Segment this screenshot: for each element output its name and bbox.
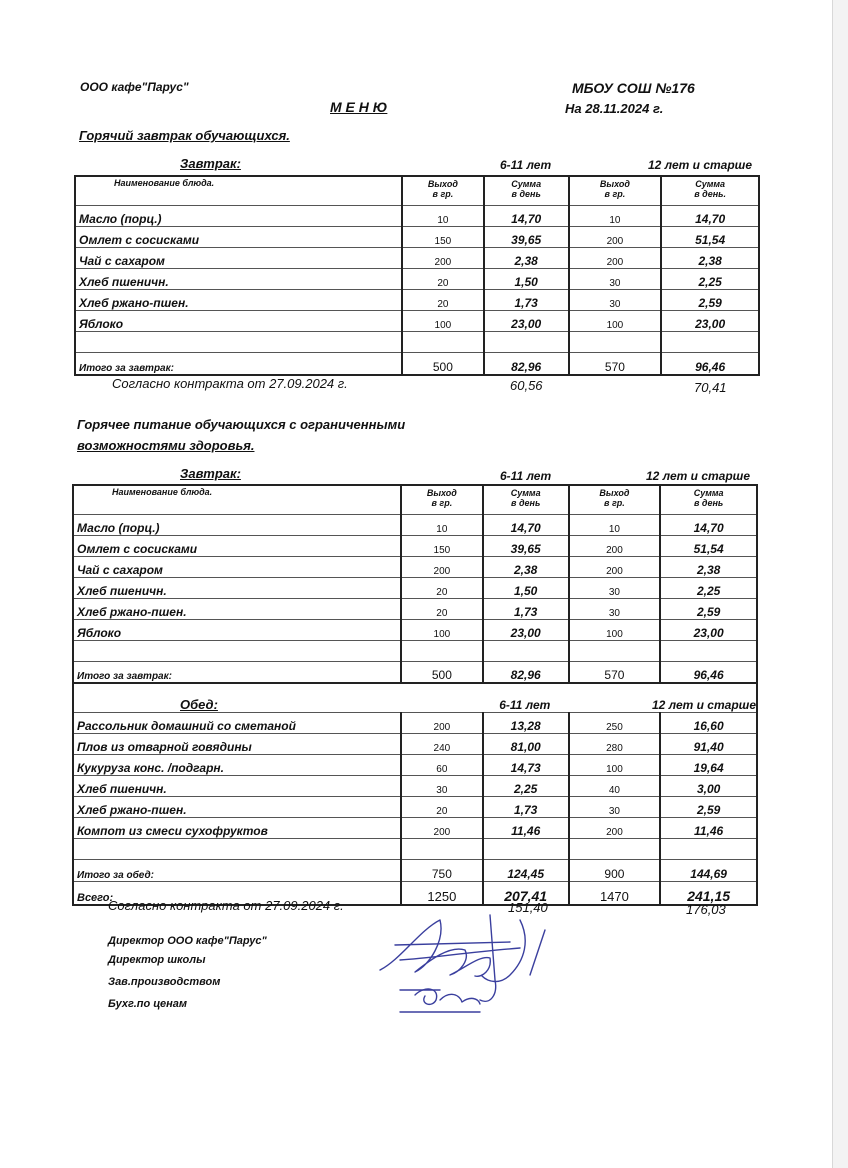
col-out2-header (569, 176, 662, 206)
table-row (73, 797, 757, 818)
empty-row (75, 332, 759, 353)
lunch-total-portion-12-plus: 900 (569, 860, 661, 882)
dish-name: Яблоко (73, 620, 401, 641)
dish-name: Хлеб ржано-пшен. (73, 599, 401, 620)
lunch-label: Обед: (180, 697, 218, 712)
dish-name: Рассольник домашний со сметаной (73, 713, 401, 734)
dish-name: Кукуруза конс. /подгарн. (73, 755, 401, 776)
table-row (75, 248, 759, 269)
dish-name: Плов из отварной говядины (73, 734, 401, 755)
section2-title-line1: Горячее питание обучающихся с ограниченными (77, 417, 406, 432)
lunch-total-sum-12-plus: 144,69 (660, 860, 757, 882)
portion-6-11: 150 (401, 536, 483, 557)
sum-12-plus: 23,00 (661, 311, 759, 332)
section1-age-group-1: 6-11 лет (500, 158, 552, 172)
portion-12-plus: 200 (569, 557, 661, 578)
signature-accountant: Бухг.по ценам (108, 998, 187, 1010)
portion-6-11: 200 (402, 248, 484, 269)
lunch-subheader-row (73, 683, 757, 713)
dish-name: Чай с сахаром (75, 248, 402, 269)
dish-name: Хлеб пшеничн. (75, 269, 402, 290)
signature-stroke-director (380, 920, 490, 976)
col-out2-header (569, 485, 661, 515)
col-out1-label: Выход в гр. (427, 179, 458, 199)
total-label: Итого за завтрак: (73, 662, 401, 684)
table-row (73, 776, 757, 797)
section2-breakfast-label: Завтрак: (180, 466, 241, 481)
portion-6-11: 60 (401, 755, 483, 776)
signature-stroke-school-3 (530, 930, 545, 975)
portion-6-11: 20 (401, 599, 483, 620)
total-portion-6-11: 500 (402, 353, 484, 375)
signature-director-cafe: Директор ООО кафе"Парус" (108, 935, 267, 947)
portion-12-plus: 30 (569, 578, 661, 599)
signature-stroke-production (415, 989, 480, 1004)
dish-name: Хлеб пшеничн. (73, 776, 401, 797)
sum-12-plus: 91,40 (660, 734, 757, 755)
dish-name: Омлет с сосисками (73, 536, 401, 557)
portion-6-11: 100 (401, 620, 483, 641)
sum-12-plus: 2,59 (661, 290, 759, 311)
portion-6-11: 10 (401, 515, 483, 536)
portion-12-plus: 30 (569, 797, 661, 818)
grand-total-label: Всего: (73, 882, 401, 906)
section2-age-group-1: 6-11 лет (500, 469, 552, 483)
dish-name: Хлеб пшеничн. (73, 578, 401, 599)
sum-12-plus: 2,59 (660, 599, 757, 620)
col-name-header: Наименование блюда. (75, 176, 402, 206)
sum-6-11: 13,28 (483, 713, 569, 734)
portion-12-plus: 30 (569, 290, 662, 311)
section2-age-group-2: 12 лет и старше (646, 469, 751, 483)
portion-12-plus: 40 (569, 776, 661, 797)
portion-12-plus: 200 (569, 227, 662, 248)
portion-6-11: 200 (401, 557, 483, 578)
portion-6-11: 240 (401, 734, 483, 755)
signature-director-school: Директор школы (108, 954, 206, 966)
grand-total-sum-12-plus: 241,15 (660, 882, 757, 906)
section2-title-line2: возможностями здоровья. (77, 438, 255, 453)
col-out2-label: Выход в гр. (599, 488, 630, 508)
total-row (73, 662, 757, 684)
menu-title: М Е Н Ю (330, 99, 388, 115)
col-out1-label: Выход в гр. (426, 488, 457, 508)
grand-total-portion-12-plus: 1470 (569, 882, 661, 906)
lunch-age-group-1-cell (401, 683, 569, 713)
handwritten-signatures (370, 900, 560, 1025)
portion-12-plus: 30 (569, 269, 662, 290)
sum-12-plus: 14,70 (660, 515, 757, 536)
dish-name: Компот из смеси сухофруктов (73, 818, 401, 839)
company-name: ООО кафе"Парус" (80, 80, 189, 94)
portion-12-plus: 280 (569, 734, 661, 755)
col-out1-header (402, 176, 484, 206)
section2-contract-value-12-plus: 176,03 (686, 902, 726, 917)
portion-6-11: 20 (402, 290, 484, 311)
dish-name: Масло (порц.) (75, 206, 402, 227)
total-portion-6-11: 500 (401, 662, 483, 684)
table-row (73, 734, 757, 755)
sum-12-plus: 11,46 (660, 818, 757, 839)
total-portion-12-plus: 570 (569, 662, 661, 684)
dish-name: Омлет с сосисками (75, 227, 402, 248)
section2-meals-table (72, 484, 758, 906)
sum-6-11: 14,70 (484, 206, 569, 227)
school-name: МБОУ СОШ №176 (572, 80, 695, 96)
lunch-age-group-2: 12 лет и старше (651, 698, 756, 712)
sum-6-11: 81,00 (483, 734, 569, 755)
lunch-label-cell (73, 683, 401, 713)
empty-row (73, 839, 757, 860)
table-header-row (75, 176, 759, 206)
section1-contract-label: Согласно контракта от 27.09.2024 г. (112, 376, 348, 391)
portion-12-plus: 10 (569, 515, 661, 536)
table-row (75, 206, 759, 227)
sum-6-11: 2,38 (483, 557, 569, 578)
table-row (73, 536, 757, 557)
table-header-row (73, 485, 757, 515)
portion-12-plus: 100 (569, 620, 661, 641)
portion-12-plus: 100 (569, 311, 662, 332)
lunch-total-portion-6-11: 750 (401, 860, 483, 882)
signature-underline-2 (400, 948, 520, 960)
table-row (75, 227, 759, 248)
col-name-header: Наименование блюда. (73, 485, 401, 515)
sum-12-plus: 2,59 (660, 797, 757, 818)
portion-6-11: 20 (402, 269, 484, 290)
portion-12-plus: 200 (569, 818, 661, 839)
table-row (73, 578, 757, 599)
sum-6-11: 1,73 (483, 599, 569, 620)
section1-contract-value-12-plus: 70,41 (694, 380, 727, 395)
sum-12-plus: 51,54 (661, 227, 759, 248)
portion-6-11: 200 (401, 818, 483, 839)
col-sum1-header (483, 485, 569, 515)
signature-production: Зав.производством (108, 976, 221, 988)
sum-12-plus: 14,70 (661, 206, 759, 227)
table-row (73, 515, 757, 536)
portion-12-plus: 200 (569, 248, 662, 269)
total-sum-12-plus: 96,46 (661, 353, 759, 375)
sum-12-plus: 2,38 (660, 557, 757, 578)
table-row (75, 269, 759, 290)
sum-6-11: 23,00 (483, 620, 569, 641)
section2-contract-label: Согласно контракта от 27.09.2024 г. (108, 898, 344, 913)
sum-12-plus: 19,64 (660, 755, 757, 776)
portion-6-11: 100 (402, 311, 484, 332)
sum-12-plus: 3,00 (660, 776, 757, 797)
total-label: Итого за завтрак: (75, 353, 402, 375)
table-row (75, 290, 759, 311)
sum-6-11: 1,73 (483, 797, 569, 818)
table-row (73, 620, 757, 641)
section1-title: Горячий завтрак обучающихся. (79, 128, 290, 143)
sum-6-11: 11,46 (483, 818, 569, 839)
section1-contract-value-6-11: 60,56 (510, 378, 543, 393)
sum-6-11: 14,73 (483, 755, 569, 776)
sum-12-plus: 2,25 (660, 578, 757, 599)
dish-name: Чай с сахаром (73, 557, 401, 578)
section2-contract-value-6-11: 151,40 (508, 900, 548, 915)
total-row (75, 353, 759, 375)
col-out1-header (401, 485, 483, 515)
total-row (73, 860, 757, 882)
portion-12-plus: 10 (569, 206, 662, 227)
col-out2-label: Выход в гр. (599, 179, 630, 199)
sum-6-11: 23,00 (484, 311, 569, 332)
sum-6-11: 2,25 (483, 776, 569, 797)
empty-row (73, 641, 757, 662)
section1-meal-label: Завтрак: (180, 156, 241, 171)
table-row (73, 818, 757, 839)
col-sum2-header (660, 485, 757, 515)
grand-total-sum-6-11: 207,41 (483, 882, 569, 906)
sum-12-plus: 16,60 (660, 713, 757, 734)
col-sum2-label: Сумма в день (693, 488, 724, 508)
table-row (75, 311, 759, 332)
total-sum-6-11: 82,96 (484, 353, 569, 375)
dish-name: Масло (порц.) (73, 515, 401, 536)
sum-6-11: 1,50 (484, 269, 569, 290)
sum-12-plus: 23,00 (660, 620, 757, 641)
total-sum-6-11: 82,96 (483, 662, 569, 684)
table-row (73, 713, 757, 734)
portion-6-11: 10 (402, 206, 484, 227)
sum-6-11: 39,65 (483, 536, 569, 557)
portion-6-11: 30 (401, 776, 483, 797)
portion-12-plus: 200 (569, 536, 661, 557)
sum-6-11: 14,70 (483, 515, 569, 536)
menu-date: На 28.11.2024 г. (565, 101, 664, 116)
portion-6-11: 20 (401, 797, 483, 818)
lunch-age-group-2-cell (569, 683, 757, 713)
sum-6-11: 2,38 (484, 248, 569, 269)
lunch-total-sum-6-11: 124,45 (483, 860, 569, 882)
sum-6-11: 39,65 (484, 227, 569, 248)
col-sum2-header (661, 176, 759, 206)
col-sum2-label: Сумма в день. (694, 179, 727, 199)
total-sum-12-plus: 96,46 (660, 662, 757, 684)
portion-12-plus: 100 (569, 755, 661, 776)
table-row (73, 755, 757, 776)
grand-total-portion-6-11: 1250 (401, 882, 483, 906)
portion-6-11: 200 (401, 713, 483, 734)
portion-6-11: 20 (401, 578, 483, 599)
section1-age-group-2: 12 лет и старше (648, 158, 753, 172)
dish-name: Хлеб ржано-пшен. (73, 797, 401, 818)
sum-6-11: 1,73 (484, 290, 569, 311)
sum-12-plus: 51,54 (660, 536, 757, 557)
portion-6-11: 150 (402, 227, 484, 248)
sum-12-plus: 2,38 (661, 248, 759, 269)
portion-12-plus: 30 (569, 599, 661, 620)
col-sum1-header (484, 176, 569, 206)
sum-12-plus: 2,25 (661, 269, 759, 290)
lunch-total-label: Итого за обед: (73, 860, 401, 882)
lunch-age-group-1: 6-11 лет (499, 698, 551, 712)
table-row (73, 599, 757, 620)
col-sum1-label: Сумма в день (510, 488, 541, 508)
section1-breakfast-table (74, 175, 760, 376)
table-row (73, 557, 757, 578)
dish-name: Хлеб ржано-пшен. (75, 290, 402, 311)
dish-name: Яблоко (75, 311, 402, 332)
col-sum1-label: Сумма в день (511, 179, 542, 199)
total-portion-12-plus: 570 (569, 353, 662, 375)
page-edge (832, 0, 848, 1168)
sum-6-11: 1,50 (483, 578, 569, 599)
portion-12-plus: 250 (569, 713, 661, 734)
